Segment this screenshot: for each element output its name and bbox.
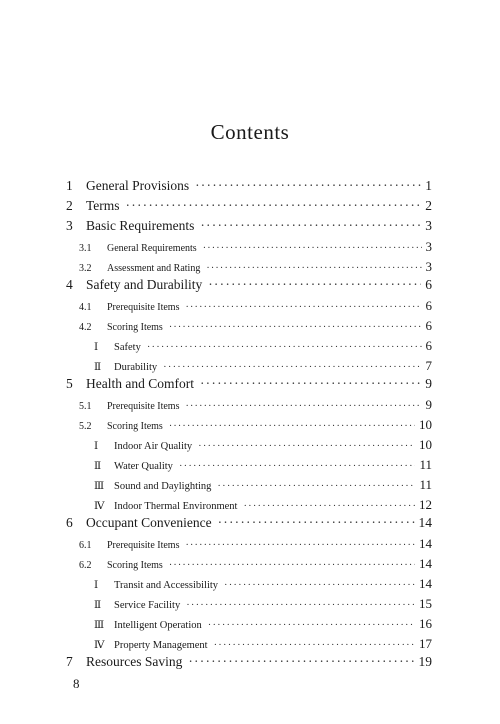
leader-dots (179, 461, 416, 472)
toc-label: Transit and Accessibility (114, 580, 219, 591)
toc-label: Water Quality (114, 461, 173, 472)
toc-page: 16 (419, 616, 432, 631)
toc-page: 6 (425, 277, 432, 292)
toc-label: General Provisions (86, 178, 190, 193)
leader-dots (206, 263, 421, 274)
toc-label: Intelligent Operation (114, 620, 202, 631)
toc-number: 2 (66, 198, 73, 213)
toc-page: 10 (419, 417, 432, 432)
leader-dots (163, 362, 421, 373)
leader-dots (169, 322, 422, 333)
toc-entry[interactable] (94, 616, 432, 632)
toc-number: 5 (66, 376, 73, 391)
toc-page: 15 (419, 596, 432, 611)
toc-label: Indoor Thermal Environment (114, 501, 238, 512)
toc-page: 3 (425, 218, 432, 233)
toc-number: Ⅰ (94, 342, 99, 353)
toc-page: 6 (425, 318, 432, 333)
toc-page: 3 (425, 259, 432, 274)
leader-dots (200, 376, 421, 392)
leader-dots (218, 515, 415, 531)
toc-number: Ⅰ (94, 441, 99, 452)
toc-number: 6 (66, 515, 73, 530)
toc-entry[interactable] (94, 596, 432, 612)
leader-dots (185, 540, 415, 551)
leader-dots (186, 600, 415, 611)
toc-label: Terms (86, 198, 120, 213)
toc-label: Resources Saving (86, 654, 183, 669)
toc-number: 6.2 (79, 560, 92, 571)
toc-number: Ⅱ (94, 600, 102, 611)
toc-page: 14 (419, 556, 432, 571)
leader-dots (185, 401, 421, 412)
toc-label: Prerequisite Items (107, 401, 180, 412)
toc-page: 1 (425, 178, 432, 193)
toc-label: Safety and Durability (86, 277, 203, 292)
leader-dots (198, 441, 415, 452)
toc-number: Ⅱ (94, 461, 102, 472)
toc-number: Ⅳ (94, 501, 105, 512)
toc-entry[interactable] (94, 338, 432, 354)
leader-dots (224, 580, 415, 591)
toc-entry[interactable] (94, 636, 432, 652)
toc-number: 4.1 (79, 302, 92, 313)
toc-page: 2 (425, 198, 432, 213)
toc-page: 6 (425, 298, 432, 313)
toc-page: 12 (419, 497, 432, 512)
toc-number: Ⅲ (94, 620, 105, 631)
toc-number: 4.2 (79, 322, 92, 333)
leader-dots (169, 560, 415, 571)
toc-page: 9 (425, 397, 432, 412)
leader-dots (126, 198, 422, 214)
toc-page: 17 (419, 636, 432, 651)
toc-label: Assessment and Rating (107, 263, 201, 274)
leader-dots (185, 302, 421, 313)
toc-page: 9 (425, 376, 432, 391)
toc-page: 19 (418, 654, 432, 669)
toc-entry[interactable] (79, 556, 432, 572)
toc-number: 5.1 (79, 401, 92, 412)
leader-dots (195, 178, 421, 194)
toc-entry[interactable] (79, 259, 432, 275)
toc-entry[interactable] (79, 239, 432, 255)
toc-label: Safety (114, 342, 141, 353)
leader-dots (188, 654, 414, 670)
leader-dots (169, 421, 415, 432)
toc-number: Ⅱ (94, 362, 102, 373)
toc-entry[interactable] (66, 277, 432, 293)
toc-number: 1 (66, 178, 73, 193)
toc-entry[interactable] (79, 318, 432, 334)
toc-number: 7 (66, 654, 73, 669)
leader-dots (208, 277, 421, 293)
toc-label: General Requirements (107, 243, 197, 254)
toc-number: 3 (66, 218, 73, 233)
leader-dots (243, 501, 415, 512)
toc-label: Sound and Daylighting (114, 481, 212, 492)
toc-label: Indoor Air Quality (114, 441, 193, 452)
toc-entry[interactable] (66, 654, 432, 670)
toc-entry[interactable] (66, 198, 432, 214)
toc-label: Scoring Items (107, 421, 163, 432)
leader-dots (214, 640, 415, 651)
toc-entry[interactable] (94, 497, 432, 513)
toc-entry[interactable] (66, 376, 432, 392)
toc-label: Health and Comfort (86, 376, 194, 391)
toc-page: 3 (425, 239, 432, 254)
toc-entry[interactable] (66, 218, 432, 234)
toc-label: Scoring Items (107, 560, 163, 571)
toc-entry[interactable] (66, 178, 432, 194)
toc-entry[interactable] (94, 477, 432, 493)
toc-label: Property Management (114, 640, 208, 651)
toc-label: Prerequisite Items (107, 540, 180, 551)
toc-number: Ⅲ (94, 481, 105, 492)
leader-dots (217, 481, 415, 492)
page-number: 8 (73, 676, 80, 691)
toc-page: 10 (419, 437, 432, 452)
toc-entry[interactable] (66, 515, 432, 531)
leader-dots (208, 620, 415, 631)
toc-page: 14 (419, 576, 432, 591)
toc-number: 4 (66, 277, 73, 292)
toc-entry[interactable] (79, 417, 432, 433)
toc-number: 6.1 (79, 540, 92, 551)
toc-page: 11 (419, 477, 432, 492)
toc-label: Service Facility (114, 600, 181, 611)
toc-number: Ⅳ (94, 640, 105, 651)
toc-entry[interactable] (94, 437, 432, 453)
leader-dots (147, 342, 422, 353)
toc-page: 6 (425, 338, 432, 353)
toc-entry[interactable] (79, 536, 432, 552)
toc-number: Ⅰ (94, 580, 99, 591)
toc-number: 3.1 (79, 243, 92, 254)
toc-entry[interactable] (94, 358, 432, 374)
toc-page: 14 (419, 536, 432, 551)
toc-label: Durability (114, 362, 158, 373)
page-title: Contents (210, 120, 290, 144)
toc-label: Occupant Convenience (86, 515, 212, 530)
toc-label: Basic Requirements (86, 218, 195, 233)
toc-label: Scoring Items (107, 322, 163, 333)
toc-page: 11 (419, 457, 432, 472)
toc-entry[interactable] (79, 298, 432, 314)
toc-entry[interactable] (79, 397, 432, 413)
leader-dots (203, 243, 422, 254)
toc-number: 5.2 (79, 421, 92, 432)
toc-entry[interactable] (94, 576, 432, 592)
leader-dots (200, 218, 421, 234)
toc-entry[interactable] (94, 457, 432, 473)
toc-label: Prerequisite Items (107, 302, 180, 313)
toc-number: 3.2 (79, 263, 92, 274)
toc-page: 7 (425, 358, 432, 373)
toc-page: 14 (418, 515, 432, 530)
